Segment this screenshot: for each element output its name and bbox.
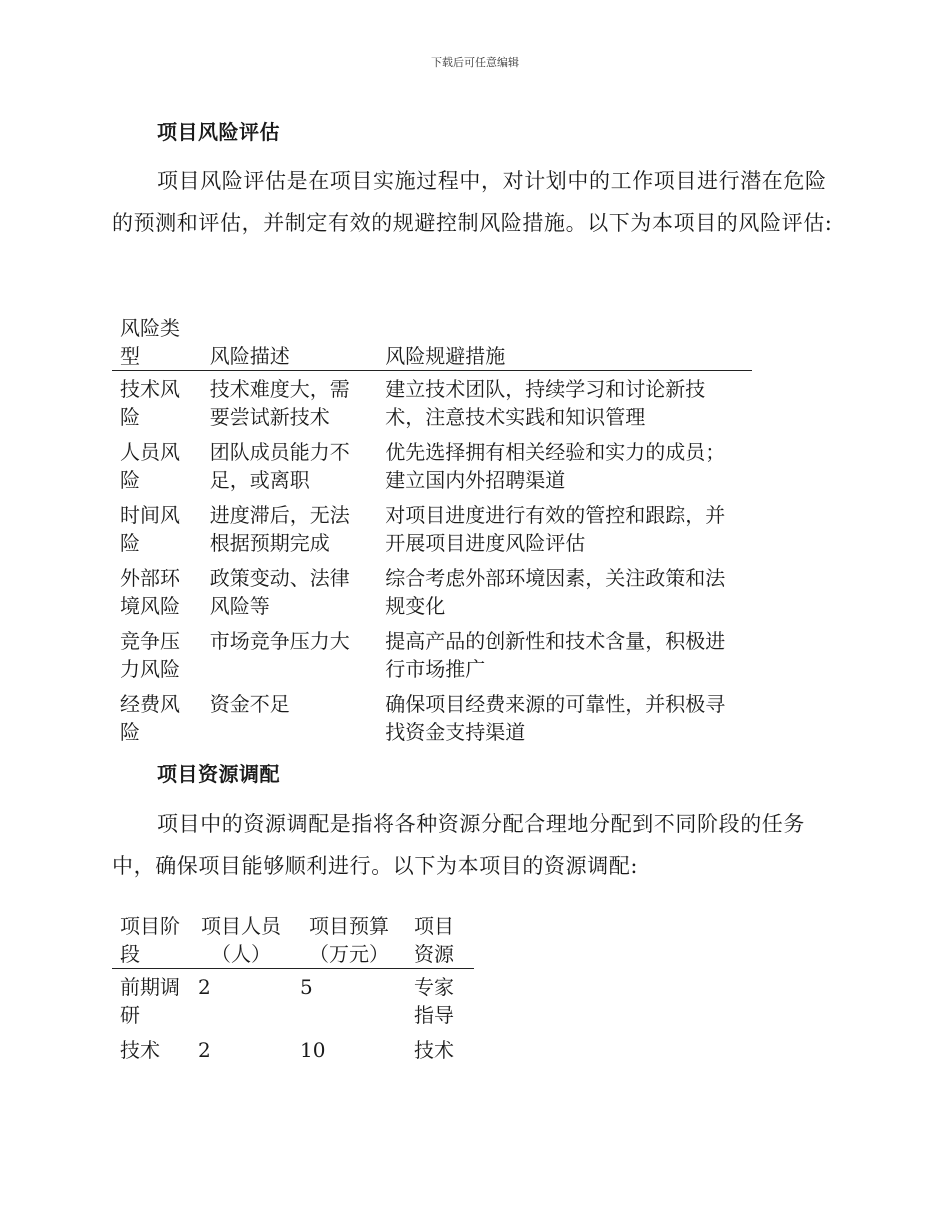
section-title-risk: 项目风险评估 <box>157 120 280 144</box>
risk-description-cell: 团队成员能力不足，或离职 <box>209 440 350 492</box>
risk-table-header-row <box>112 310 752 371</box>
resource-header-budget: 项目预算（万元） <box>309 914 389 966</box>
risk-mitigation-cell: 综合考虑外部环境因素，关注政策和法规变化 <box>385 566 726 618</box>
resource-stage-cell: 前期调研 <box>120 975 180 1027</box>
table-row <box>112 1032 474 1067</box>
resource-staff-cell: 2 <box>198 975 211 999</box>
risk-type-cell: 外部环境风险 <box>120 566 180 618</box>
header-note: 下载后可任意编辑 <box>431 56 519 69</box>
risk-mitigation-cell: 对项目进度进行有效的管控和跟踪，并开展项目进度风险评估 <box>385 503 726 555</box>
risk-mitigation-cell: 提高产品的创新性和技术含量，积极进行市场推广 <box>385 629 726 681</box>
resource-header-staff: 项目人员（人） <box>201 914 281 966</box>
resource-resources-cell: 技术 <box>414 1038 454 1062</box>
table-row <box>112 560 752 623</box>
risk-type-cell: 人员风险 <box>120 440 180 492</box>
table-row <box>112 686 752 749</box>
risk-type-cell: 技术风险 <box>120 377 180 429</box>
resource-budget-cell: 5 <box>300 975 313 999</box>
risk-mitigation-cell: 优先选择拥有相关经验和实力的成员；建立国内外招聘渠道 <box>385 440 726 492</box>
resource-resources-cell: 专家指导 <box>414 975 454 1027</box>
risk-mitigation-cell: 建立技术团队，持续学习和讨论新技术，注意技术实践和知识管理 <box>385 377 706 429</box>
table-row <box>112 371 752 435</box>
risk-header-type: 风险类型 <box>120 316 180 368</box>
table-row <box>112 434 752 497</box>
risk-type-cell: 经费风险 <box>120 692 180 744</box>
table-row <box>112 497 752 560</box>
resource-header-resources: 项目资源 <box>414 914 454 966</box>
table-row <box>112 969 474 1033</box>
risk-description-cell: 进度滞后，无法根据预期完成 <box>209 503 350 555</box>
risk-mitigation-cell: 确保项目经费来源的可靠性，并积极寻找资金支持渠道 <box>385 692 726 744</box>
resource-staff-cell: 2 <box>198 1038 211 1062</box>
risk-description-cell: 市场竞争压力大 <box>209 629 350 653</box>
risk-table <box>112 310 752 749</box>
risk-description-cell: 技术难度大，需要尝试新技术 <box>209 377 350 429</box>
resource-stage-cell: 技术 <box>120 1038 160 1062</box>
section-title-resources: 项目资源调配 <box>157 762 280 786</box>
resource-intro-paragraph: 项目中的资源调配是指将各种资源分配合理地分配到不同阶段的任务中，确保项目能够顺利进行。以下为本项目的资源调配: <box>112 812 805 878</box>
risk-intro-paragraph: 项目风险评估是在项目实施过程中，对计划中的工作项目进行潜在危险的预测和评估，并制定有效的规避控制风险措施。以下为本项目的风险评估: <box>112 169 833 235</box>
resource-budget-cell: 10 <box>300 1038 326 1062</box>
risk-header-mitigation: 风险规避措施 <box>385 344 506 368</box>
risk-description-cell: 政策变动、法律风险等 <box>209 566 350 618</box>
risk-description-cell: 资金不足 <box>209 692 290 716</box>
risk-type-cell: 时间风险 <box>120 503 180 555</box>
risk-type-cell: 竞争压力风险 <box>120 629 180 681</box>
resource-header-stage: 项目阶段 <box>120 914 180 966</box>
resource-table <box>112 908 474 1067</box>
risk-header-description: 风险描述 <box>209 344 290 368</box>
resource-table-header-row <box>112 908 474 969</box>
table-row <box>112 623 752 686</box>
